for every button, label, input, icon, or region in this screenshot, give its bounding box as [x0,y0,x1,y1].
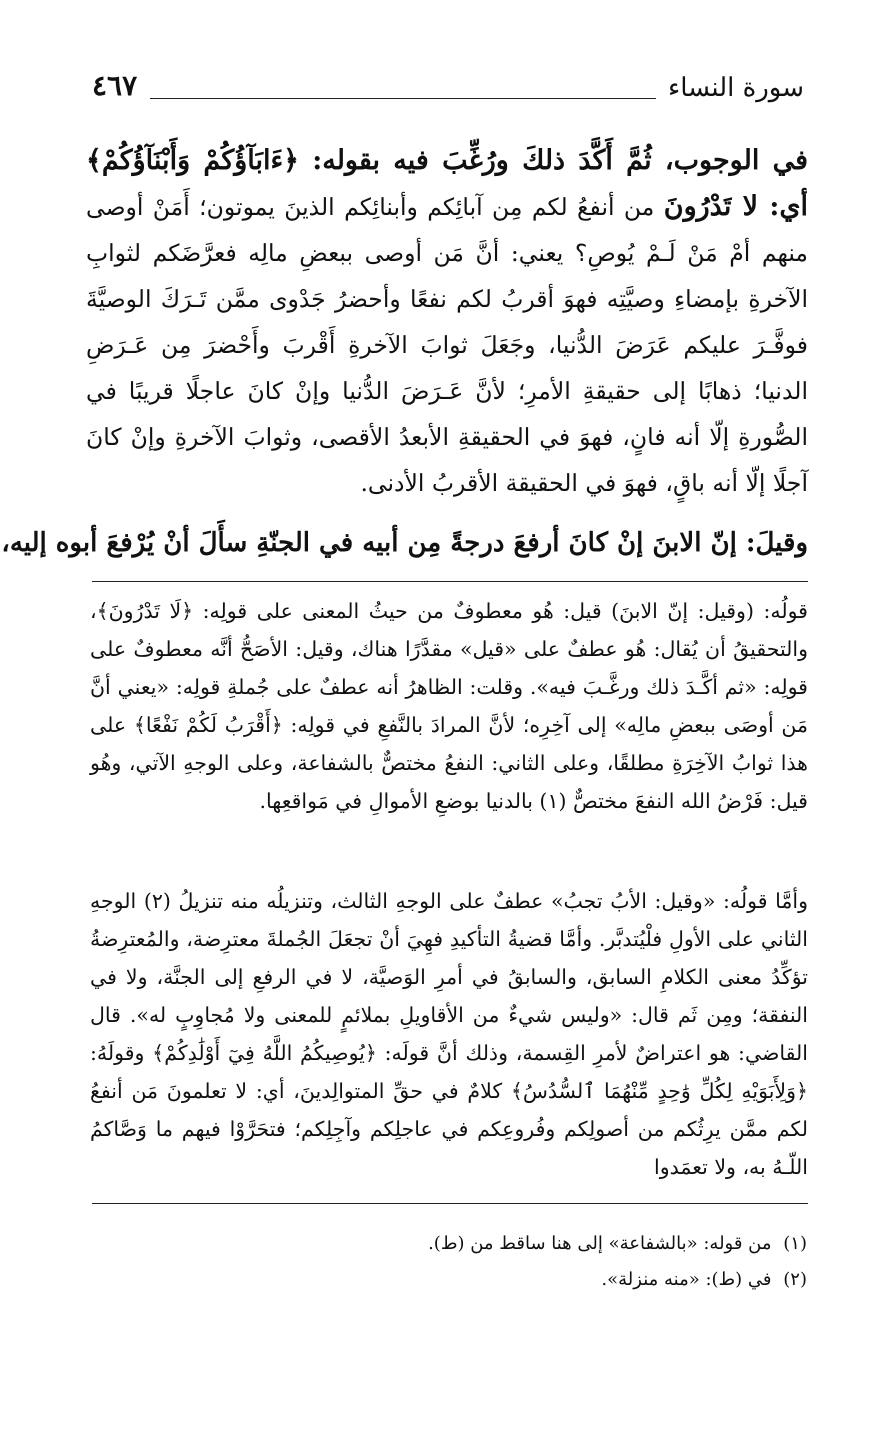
commentary-paragraph-2: وأمَّا قولُه: «وقيل: الأبُ تجبُ» عطفٌ على الوجهِ الثالث، وتنزيلُه منه تنزيلُ (٢) الوجهِ الثاني على الأولِ فلْيُتدبَّر. وأمَّا قضيةُ التأكيدِ فهِيَ أنْ تجعَلَ الجُملةَ معترِضة، والمُعترِضةُ تؤكِّدُ معنى الكلامِ السابق، والسابقُ في أمرِ الوَصيَّة، لا في الرفعِ إلى الجنَّة، ولا في النفقة؛ ومِن ثَم قال: «وليس شيءٌ من الأقاويلِ بملائمٍ للمعنى ولا مُجاوِبٍ له». قال القاضي: هو اعتراضٌ لأمرِ القِسمة، وذلك أنَّ قولَه: ﴿يُوصِيكُمُ اللَّهُ فِيٓ أَوْلَٰدِكُمْ﴾ وقولَهُ: ﴿وَلِأَبَوَيْهِ لِكُلِّ وَٰحِدٍ مِّنْهُمَا ٱلسُّدُسُ﴾ كلامٌ في حقِّ المتوالِدينَ، أي: لا تعلمونَ مَن أنفعُ لكم ممَّن يرِثُكم من أصولِكم وفُروعِكم في عاجلِكم وآجِلِكم؛ فتحَرَّوْا فيهم ما وَصَّاكمُ اللّـهُ به، ولا تعمَدوا [90,889,808,1179]
page-number: ٤٦٧ [92,69,138,102]
surah-name: سورة النساء [668,73,804,103]
commentary-paragraph-1: قولُه: (وقيل: إنّ الابنَ) قيل: هُو معطوفٌ من حيثُ المعنى على قولِه: ﴿لَا تَدْرُونَ﴾، والتحقيقُ أن يُقال: هُو عطفٌ على «قيل» مقدَّرًا هناك، وقيل: الأصَحُّ أنَّه معطوفٌ على قولِه: «ثم أكَّـدَ ذلك ورغَّـبَ فيه». وقلت: الظاهرُ أنه عطفٌ على جُملةِ قولِه: «يعني أنَّ مَن أوصَى ببعضِ مالِه» إلى آخِرِه؛ لأنَّ المرادَ بالنَّفعِ في قولِه: ﴿أَقْرَبُ لَكُمْ نَفْعًا﴾ على هذا ثوابُ الآخِرَةِ مطلقًا، وعلى الثاني: النفعُ مختصٌّ بالشفاعة، وعلى الوجهِ الآتي، وهُو قيل: فَرْضُ الله النفعَ مختصٌّ (١) بالدنيا بوضعِ الأموالِ في مَواقعِها. [90,599,808,813]
page-header [92,58,804,116]
main-text-first-line: في الوجوب، ثُمَّ أَكَّدَ ذلكَ ورُغِّبَ فيه بقوله: ﴿ءَابَآؤُكُمْ وَأَبْنَآؤُكُمْ﴾ أي: لا تَدْرُونَ [86,145,809,222]
footnote-number: (٢) [783,1269,807,1290]
footnote-2 [107,1262,807,1298]
footnote-text: من قوله: «بالشفاعة» إلى هنا ساقط من (ط). [428,1233,772,1254]
footnote-text: في (ط): «منه منزلة». [601,1269,772,1290]
main-text [86,138,808,506]
footnote-number: (١) [783,1233,807,1254]
commentary-divider [92,1203,808,1204]
footnote-1 [107,1226,807,1262]
main-text-qiila-line: وقيلَ: إنّ الابنَ إنْ كانَ أرفعَ درجةً مِن أبيه في الجنّةِ سأَلَ أنْ يُرْفعَ أبوه إليه، [1,528,808,558]
main-text-body: من أنفعُ لكم مِن آبائِكم وأبنائِكم الذينَ يموتون؛ أَمَنْ أوصى منهم أمْ مَنْ لَـمْ يُوصِ؟ يعني: أنَّ مَن أوصى ببعضِ مالِه فعرَّضَكم لثوابِ الآخرةِ بإمضاءِ وصيَّتِه فهوَ أقربُ لكم نفعًا وأحضرُ جَدْوى ممَّن تَـرَكَ الوصيَّةَ فوفَّـرَ عليكم عَرَضَ الدُّنيا، وجَعَلَ ثوابَ الآخرةِ أَقْربَ وأَحْضرَ مِن عَـرَضِ الدنيا؛ ذهابًا إلى حقيقةِ الأمرِ؛ لأنَّ عَـرَضَ الدُّنيا وإنْ كانَ عاجلًا قريبًا في الصُّورةِ إلّا أنه فانٍ، فهوَ في الحقيقةِ الأبعدُ الأقصى، وثوابَ الآخرةِ وإنْ كانَ آجلًا إلّا أنه باقٍ، فهوَ في الحقيقة الأقربُ الأدنى. [86,193,808,497]
main-text-divider [92,581,808,582]
header-rule [150,98,656,99]
footnotes [107,1226,807,1298]
